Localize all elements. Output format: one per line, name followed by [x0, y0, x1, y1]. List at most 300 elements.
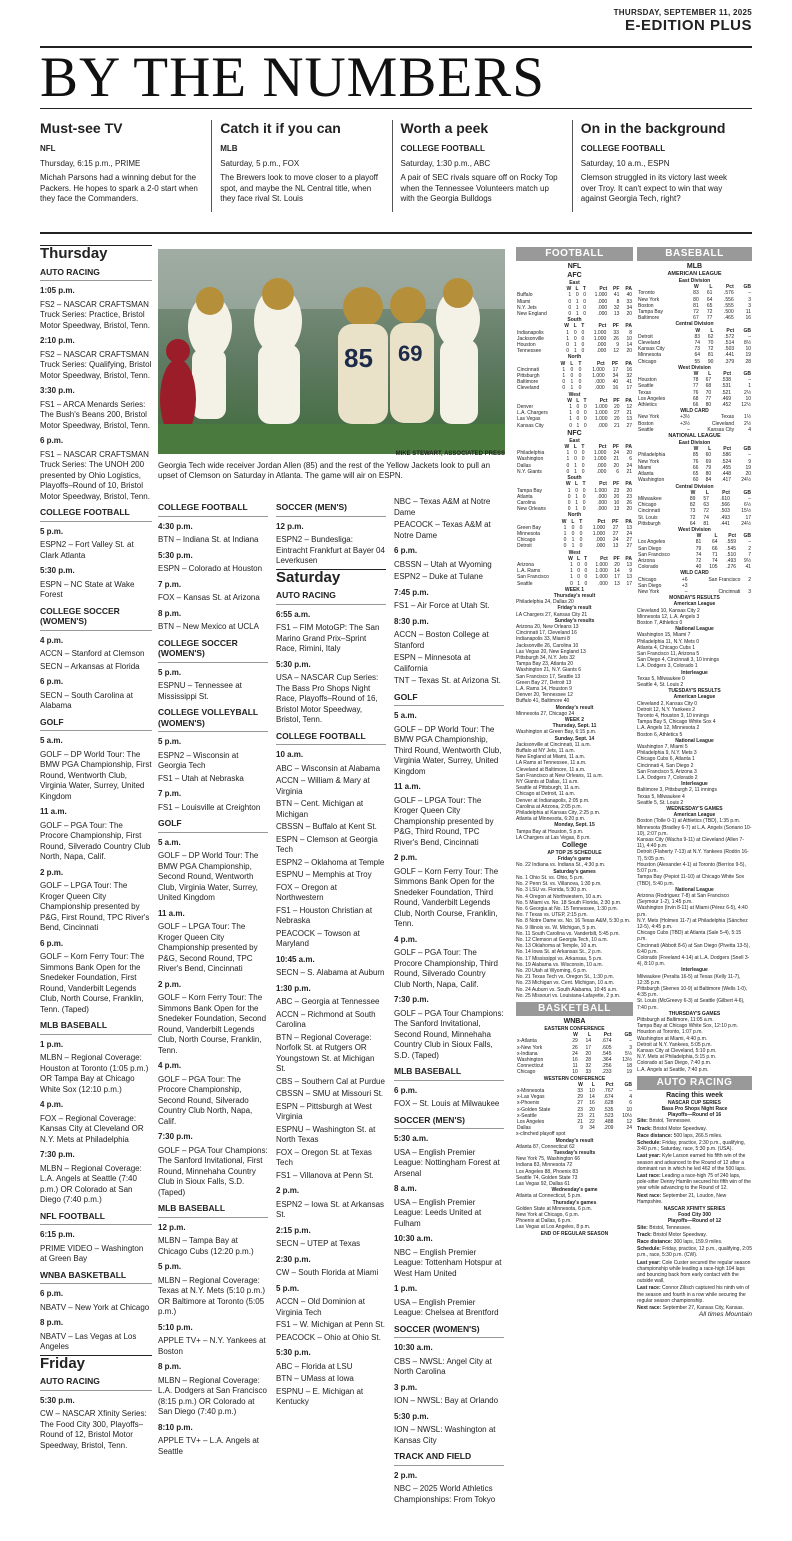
day-heading: Saturday [276, 569, 386, 584]
time-slot: 6 p.m. [40, 436, 64, 445]
result-line: Cincinnati (Abbott 8-6) at San Diego (Pivetta 13-5), 6:40 p.m. [637, 942, 750, 955]
photo-caption: Georgia Tech wide receiver Jordan Allen (85) and the rest of the Yellow Jackets look to pull an upset of Clemson on Saturday in Atlanta. The game will air on ESPN. [158, 461, 491, 480]
table-cell: Los Angeles [638, 539, 666, 546]
result-line: Chicago Cubs (TBD) at Atlanta (Sale 5-4), 5:15 p.m. [637, 930, 742, 943]
table-cell: 40 [695, 564, 702, 571]
table-cell: 0 [584, 568, 588, 575]
listing: ACCN – Stanford at Clemson [40, 649, 145, 658]
division-heading: AP TOP 25 SCHEDULE [547, 850, 602, 857]
division-heading: Interleague [681, 669, 708, 676]
time-slot: 12 p.m. [276, 521, 304, 531]
time-slot: 5 a.m. [40, 736, 63, 745]
table-cell: L [574, 481, 579, 488]
sport-heading: MLB BASEBALL [40, 1017, 152, 1035]
table-cell: 17 [585, 1044, 591, 1051]
table-cell: .379 [724, 358, 735, 365]
listing: FS1 – W. Michigan at Penn St. [276, 1320, 385, 1329]
race-detail [637, 1225, 752, 1231]
time-slot: 5 p.m. [158, 667, 182, 677]
listing: GOLF – DP World Tour: The BMW PGA Championship, Third Round, Wentworth Club, Virginia Water, Surrey, United Kingdom [394, 724, 502, 776]
race-detail-key: Last race: [637, 1173, 661, 1180]
table-cell: 1.000 [594, 410, 608, 417]
table-cell: 72 [706, 309, 713, 316]
standings-table [516, 519, 633, 550]
table-cell: 73 [689, 508, 696, 515]
time-slot: 6 p.m. [394, 1085, 418, 1095]
edition-label: E-EDITION PLUS [624, 17, 752, 34]
listing: ABC – Georgia at Tennessee [276, 997, 380, 1006]
table-cell: 1 [571, 543, 575, 550]
table-cell: 1 [575, 499, 579, 506]
time-slot: 10:30 a.m. [394, 1343, 433, 1352]
table-cell: 1 [566, 335, 570, 342]
table-cell: x-Phoenix [517, 1100, 540, 1107]
table-cell: 1 [567, 487, 571, 494]
result-line: St. Louis (McGreevy 6-3) at Seattle (Gilbert 4-6), 7:40 p.m. [637, 998, 745, 1011]
result-line: x-clinched playoff spot [516, 1131, 566, 1138]
listing: FS1 – FIM MotoGP: The San Marino Grand Prix–Sprint Race, Rimini, Italy [276, 623, 380, 653]
result-line: N.Y. Mets (Holmes 11-7) at Philadelphia (Sánchez 12-5), 4:45 p.m. [637, 917, 748, 930]
table-cell: 16 [626, 366, 632, 373]
table-cell: Texas [721, 414, 735, 421]
listing: GOLF – Korn Ferry Tour: The Simmons Bank Open for the Snedeker Foundation, Second Round, Vanderbilt Legends Club, North Course, Franklin, Tenn. [158, 993, 267, 1055]
time-slot: 11 a.m. [40, 807, 67, 816]
table-cell: Tampa Bay [517, 487, 543, 494]
division-heading: West Division [678, 364, 711, 371]
table-cell: PA [625, 286, 632, 293]
table-cell: 68 [705, 383, 712, 390]
table-cell: 0 [581, 348, 585, 355]
pick-4 [572, 120, 752, 212]
table-cell: L [708, 371, 712, 378]
table-cell: Pct [599, 397, 608, 404]
listing: BTN – Regional Coverage: Norfolk St. at Rutgers OR Youngstown St. at Michigan St. [276, 1032, 375, 1073]
sport-heading: COLLEGE FOOTBALL [40, 504, 152, 522]
table-cell: 0 [581, 456, 585, 463]
table-cell: – [748, 495, 751, 502]
table-cell: New England [517, 311, 547, 318]
table-cell: 21 [589, 1112, 595, 1119]
table-cell: 20 [614, 416, 620, 423]
table-cell: GB [743, 327, 751, 334]
table-cell: PA [625, 444, 632, 451]
mlb-league-label: MLB [686, 263, 703, 270]
nfl-league-label: NFL [567, 263, 582, 270]
table-cell: Pct [603, 1032, 612, 1039]
time-slot: 2 p.m. [394, 853, 418, 862]
table-cell: 0 [568, 311, 572, 318]
table-cell: 83 [693, 290, 699, 297]
table-cell: GB [743, 446, 751, 453]
table-cell: 20 [589, 1106, 595, 1113]
conference-heading: College [561, 842, 588, 850]
table-cell: .452 [721, 402, 732, 409]
table-cell: 17 [612, 366, 619, 373]
table-cell: Pct [722, 489, 730, 496]
listing: NBATV – New York at Chicago [40, 1302, 150, 1312]
table-cell: 0 [583, 298, 586, 305]
time-slot: 1:05 p.m. [40, 286, 75, 295]
result-line: Denver 20, Tennessee 12 [516, 692, 573, 699]
table-row [516, 330, 633, 336]
table-cell: Detroit [638, 333, 653, 340]
table-cell: L [575, 286, 579, 293]
table-cell: 62 [707, 333, 714, 340]
listing: FOX – Oregon St. at Texas Tech [276, 1147, 372, 1167]
sport-heading: SOCCER (WOMEN'S) [394, 1321, 504, 1339]
race-detail-value: Bristol Motor Speedway. [653, 1125, 707, 1132]
standings-table [516, 1082, 633, 1132]
listing: ESPN2 – Fort Valley St. at Clark Atlanta [40, 540, 134, 560]
race-detail-key: Next race: [637, 1192, 662, 1199]
division-heading: Playoffs—Round of 16 [667, 1112, 722, 1119]
table-cell: 33 [585, 1069, 591, 1076]
race-detail [637, 1246, 752, 1258]
table-cell: 1 [563, 524, 567, 531]
listing: MLBN – Regional Coverage: Houston at Toronto (1:05 p.m.) OR Tampa Bay at Chicago White Sox (12:10 p.m.) [40, 1053, 149, 1094]
result-line: Philadelphia 11, N.Y. Mets 0 [637, 638, 700, 645]
standings-table [637, 414, 752, 433]
listing: ION – NWSL: Bay at Orlando [394, 1396, 499, 1405]
time-slot: 6:15 p.m. [40, 1230, 75, 1239]
sport-heading: AUTO RACING [276, 587, 386, 605]
pick-text: The Brewers look to move closer to a playoff spot, and maybe the NL Central title, when they face rival St. Louis [220, 173, 378, 203]
race-detail [637, 1173, 752, 1192]
division-heading: Thursday's games [552, 1199, 597, 1206]
listing: ESPN2 – Duke at Tulane [394, 572, 483, 581]
result-line: L.A. Angels at Seattle, 7:40 p.m. [637, 1066, 709, 1073]
time-slot: 2 p.m. [40, 867, 64, 877]
table-cell: 1.000 [593, 335, 607, 342]
table-cell: 13 [613, 311, 620, 318]
sport-heading: AUTO RACING [40, 264, 152, 282]
table-cell: Green Bay [517, 524, 541, 531]
table-cell: 0 [577, 574, 581, 581]
time-slot: 5 a.m. [158, 837, 181, 847]
time-slot: 4 p.m. [394, 934, 418, 944]
table-cell: 29 [572, 1038, 578, 1045]
result-line: San Francisco at New Orleans, 11 a.m. [516, 772, 603, 779]
table-cell: 17 [626, 385, 632, 392]
table-cell: Detroit [517, 543, 532, 550]
division-heading: WILD CARD [680, 408, 709, 415]
table-cell: T [581, 444, 585, 451]
table-cell: .524 [721, 458, 732, 465]
division-heading: Sunday, Sept. 14 [554, 735, 595, 742]
table-cell: 1 [570, 379, 574, 386]
table-cell: 65 [706, 302, 713, 309]
time-slot: 8 p.m. [40, 1318, 64, 1327]
table-cell: Los Angeles [517, 1119, 545, 1125]
listing: ION – NWSL: Washington at Kansas City [394, 1425, 496, 1445]
table-cell: L [570, 360, 574, 367]
table-cell: 0 [578, 366, 582, 373]
pick-text: Clemson struggled in its victory last week over Troy. It can't expect to win that way against Georgia Tech, right? [580, 173, 728, 203]
table-cell: 19 [745, 464, 751, 471]
table-cell: 23 [577, 1112, 583, 1119]
table-cell: .493 [720, 514, 730, 521]
table-cell: 0 [574, 456, 577, 463]
listing: ESPN – NC State at Wake Forest [40, 579, 135, 599]
race-detail [637, 1285, 752, 1304]
result-line: No. 7 Texas vs. UTEP, 2:15 p.m. [516, 912, 588, 919]
listing: USA – NASCAR Cup Series: The Bass Pro Shops Night Race, Playoffs–Round of 16, Bristol Motor Speedway, Bristol, Tenn. [276, 673, 379, 724]
table-cell: 6½ [744, 502, 751, 509]
race-detail-value: Bristol, Tennessee. [649, 1118, 692, 1125]
table-cell: PF [613, 397, 620, 404]
listing: GOLF – PGA Tour: The Procore Championship, First Round, Silverado Country Club North, Napa, Calif. [40, 820, 151, 861]
table-cell: 1 [562, 373, 566, 380]
table-cell: PA [625, 481, 632, 488]
table-cell: Atlanta [517, 493, 533, 500]
table-cell: 79 [705, 464, 712, 471]
listing: GOLF – LPGA Tour: The Kroger Queen City Championship presented by P&G, Second Round, TPC River's Bend, Cincinnati [158, 922, 258, 973]
table-cell: Toronto [638, 290, 655, 297]
table-cell: 10 [626, 1106, 632, 1113]
table-cell: .441 [720, 520, 730, 527]
table-cell: 0 [567, 499, 571, 506]
result-line: San Francisco 17, Seattle 13 [516, 673, 581, 680]
table-cell: 0 [575, 292, 579, 299]
time-slot: 5 a.m. [394, 711, 417, 720]
table-cell: 27 [614, 410, 620, 417]
time-slot: 5:30 p.m. [158, 550, 193, 560]
division-heading: Monday, Sept. 15 [554, 822, 595, 829]
listing: MLBN – Regional Coverage: L.A. Dodgers at San Francisco (8:15 p.m.) OR Colorado at San Diego (7:40 p.m.) [158, 1375, 267, 1416]
table-cell: 23 [577, 1106, 583, 1113]
division-heading: North [567, 354, 582, 361]
table-cell: 76 [692, 389, 699, 396]
table-cell: 32 [613, 304, 620, 311]
listing: SECN – S. Alabama at Auburn [276, 968, 385, 977]
result-line: Buffalo 41, Baltimore 40 [516, 698, 570, 705]
table-cell: 28 [745, 358, 751, 365]
result-line: Buffalo at NY Jets, 11 a.m. [516, 748, 575, 755]
table-cell: 74 [712, 557, 718, 564]
table-cell: 0 [581, 342, 585, 349]
result-line: San Diego 4, Cincinnati 3, 10 innings [637, 657, 719, 664]
race-detail-key: Last year: [637, 1153, 661, 1160]
table-cell: 73 [694, 346, 701, 353]
time-slot: 6:55 a.m. [276, 609, 311, 619]
table-cell: GB [743, 489, 751, 496]
table-cell: L [573, 323, 577, 330]
table-cell: 20 [613, 493, 620, 500]
table-cell: W [566, 286, 572, 293]
table-cell: 26 [572, 1044, 578, 1051]
table-cell: PA [625, 397, 632, 404]
table-cell: 0 [583, 311, 586, 318]
table-cell: 64 [694, 352, 701, 359]
table-cell: 1 [566, 456, 570, 463]
table-cell: Boston [638, 420, 654, 427]
table-cell: .000 [597, 499, 607, 506]
table-cell: T [584, 555, 588, 562]
table-cell: 0 [581, 450, 585, 457]
result-line: Detroit at N.Y. Yankees, 5:05 p.m. [637, 1041, 712, 1048]
listing: FS1 – ARCA Menards Series: The Bush's Beans 200, Bristol Motor Speedway, Bristol, Tenn. [40, 399, 150, 430]
table-cell: Indianapolis [517, 329, 544, 336]
sport-heading: COLLEGE SOCCER (WOMEN'S) [158, 635, 268, 663]
result-line: Kansas City (Wacha 9-11) at Cleveland (Allen 7-11), 4:40 p.m. [637, 837, 744, 850]
table-cell: 0 [579, 537, 583, 544]
table-cell: 3 [748, 588, 751, 595]
result-line: Texas 5, Milwaukee 0 [637, 675, 685, 682]
race-detail-value: Cole Custer secured the regular season championship while leading a race-high 104 laps and bouncing back from early contact with the outside wall. [637, 1259, 751, 1285]
table-cell: 81 [703, 520, 709, 527]
table-cell: Connecticut [517, 1063, 544, 1070]
result-line: Las Vegas 20, New England 13 [516, 648, 586, 655]
listing: ESPNU – Tennessee at Mississippi St. [158, 681, 242, 701]
table-cell: Washington [517, 456, 544, 463]
standings-table [516, 481, 633, 512]
result-line: Philadelphia at Kansas City, 2:25 p.m. [516, 810, 601, 817]
table-cell: W [693, 371, 699, 378]
table-cell: Dallas [517, 462, 531, 469]
table-cell: Pct [597, 518, 606, 525]
sport-heading: SOCCER (MEN'S) [394, 1112, 504, 1130]
table-cell: .000 [597, 506, 607, 513]
table-cell: .503 [720, 508, 730, 515]
table-cell: Washington [638, 477, 665, 484]
table-cell: 65 [692, 471, 699, 478]
table-cell: 13 [613, 506, 620, 513]
table-cell: 0 [579, 543, 583, 550]
table-cell: Pct [599, 286, 608, 293]
table-cell: .455 [721, 464, 732, 471]
pick-sport: COLLEGE FOOTBALL [400, 144, 485, 153]
table-cell: 67 [693, 315, 699, 322]
result-line: Minnesota (Bradley 6-7) at L.A. Angels (Soriano 10-10), 2:07 p.m. [637, 824, 752, 837]
division-heading: Friday's result [557, 605, 592, 612]
table-cell: 6 [629, 1100, 632, 1107]
table-cell: 27 [612, 530, 619, 537]
table-cell: Pct [726, 327, 735, 334]
division-heading: Interleague [681, 781, 708, 788]
time-slot: 11 a.m. [158, 908, 185, 918]
race-detail-key: Race distance: [637, 1132, 673, 1139]
table-cell: .510 [726, 551, 737, 558]
time-slot: 5:10 p.m. [158, 1322, 193, 1332]
table-cell: 0 [584, 574, 588, 581]
time-slot: 3 p.m. [394, 1382, 418, 1392]
table-cell: Washington [517, 1056, 544, 1063]
race-detail-key: Track: [637, 1231, 652, 1238]
table-cell: 69 [705, 458, 712, 465]
table-cell: L.A. Chargers [517, 410, 548, 417]
table-cell: Chicago [517, 1069, 536, 1076]
table-cell: Chicago [638, 502, 657, 509]
table-cell: 68 [692, 395, 699, 402]
tv-schedule-col-1 [40, 243, 152, 1453]
baseball-blocks [637, 271, 752, 1073]
race-detail-value: September 21, Loudon, New Hampshire. [637, 1192, 727, 1205]
result-line: No. 25 Missouri vs. Louisiana-Lafayette, 2 p.m. [516, 992, 621, 999]
result-line: Atlanta at Connecticut, 5 p.m. [516, 1193, 582, 1200]
table-cell: 72 [707, 346, 714, 353]
table-cell: Baltimore [517, 379, 539, 386]
table-cell: 10 [572, 1069, 578, 1076]
table-cell: .674 [603, 1094, 614, 1101]
listing: TNT – Texas St. at Arizona St. [394, 676, 501, 685]
table-cell: 0 [569, 422, 573, 429]
table-cell: .586 [721, 452, 732, 459]
time-slot: 12 p.m. [158, 1222, 186, 1232]
table-cell: 1.000 [592, 373, 605, 380]
result-line: Tampa Bay (Pepiot 11-10) at Chicago White Sox (TBD), 5:40 p.m. [637, 874, 745, 887]
table-cell: 1.000 [592, 530, 606, 537]
standings-table [516, 361, 633, 392]
table-cell: 10 [745, 346, 751, 353]
basketball-blocks [516, 1026, 633, 1237]
table-cell: .628 [603, 1100, 614, 1107]
table-cell: 77 [705, 395, 712, 402]
race-detail-key: Next race: [637, 1305, 662, 1312]
table-cell: .441 [724, 352, 735, 359]
table-cell: .000 [595, 543, 606, 550]
result-line: Los Angeles 88, Phoenix 83 [516, 1168, 578, 1175]
table-cell: 1 [575, 304, 579, 311]
result-line: Jacksonville at Cincinnati, 11 a.m. [516, 741, 591, 748]
table-cell: T [578, 360, 582, 367]
table-cell: 26 [626, 499, 632, 506]
division-heading: Bass Pro Shops Night Race [661, 1106, 728, 1112]
result-line: Tampa Bay 5, Chicago White Sox 4 [637, 719, 716, 726]
table-cell: Pct [605, 1081, 614, 1088]
listing: ESPN2 – Iowa St. at Arkansas St. [276, 1199, 385, 1219]
time-slot: 10:30 a.m. [394, 1234, 433, 1243]
table-cell: 0 [563, 537, 567, 544]
table-cell: 13 [626, 416, 632, 423]
result-line: Seattle at Pittsburgh, 11 a.m. [516, 785, 581, 792]
table-cell: Kansas City [707, 426, 735, 433]
table-cell: .523 [603, 1112, 614, 1119]
division-heading: WILD CARD [680, 570, 709, 577]
table-cell: 0 [583, 416, 587, 423]
listing: CW – NASCAR Xfinity Series: The Food City 300, Playoffs–Round of 12, Bristol Motor Speedway, Bristol, Tenn. [40, 1409, 147, 1450]
time-slot: 10:45 a.m. [276, 954, 315, 964]
table-cell: .000 [595, 537, 606, 544]
table-cell: – [629, 1038, 632, 1045]
table-cell: 9 [748, 458, 751, 465]
time-slot: 5:30 p.m. [276, 1348, 311, 1357]
listing: BTN – Indiana St. at Indiana [158, 535, 259, 544]
sport-heading: COLLEGE FOOTBALL [158, 499, 268, 517]
result-line: Baltimore 3, Pittsburgh 2, 11 innings [637, 787, 717, 794]
table-cell: 24 [626, 462, 632, 469]
listing: ACCN – Boston College at Stanford [394, 630, 489, 650]
table-cell: L [709, 284, 713, 291]
table-cell: .572 [724, 333, 735, 340]
table-cell: 4 [748, 426, 751, 433]
table-cell: 10½ [622, 1112, 632, 1119]
result-line: Texas 5, Milwaukee 4 [637, 793, 685, 800]
table-cell: 0 [563, 543, 567, 550]
division-heading: Food City 300 [678, 1212, 711, 1219]
division-heading: WEEK 1 [564, 586, 585, 593]
time-slot: 2 p.m. [158, 979, 182, 989]
result-line: Philadelphia 24, Dallas 20 [516, 599, 574, 606]
result-line: Tampa Bay 23, Atlanta 20 [516, 661, 573, 668]
table-cell: 67 [705, 377, 712, 384]
table-cell: 10 [745, 395, 751, 402]
table-cell: 0 [583, 304, 586, 311]
table-cell: .610 [720, 495, 730, 502]
listing: FS1 – Utah at Nebraska [158, 773, 244, 783]
table-cell: 0 [582, 487, 586, 494]
table-cell: 1.000 [592, 366, 605, 373]
table-cell: 66 [692, 402, 699, 409]
